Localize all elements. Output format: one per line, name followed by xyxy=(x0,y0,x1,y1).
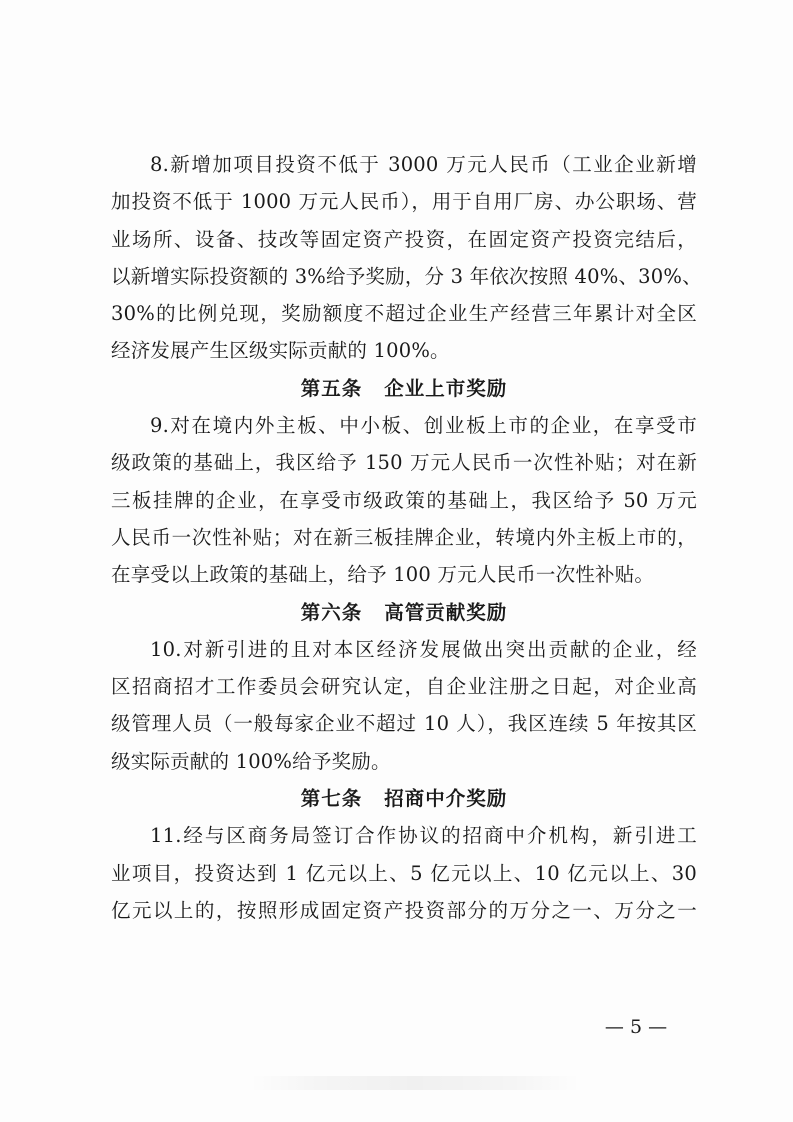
text-line: 30%的比例兑现，奖励额度不超过企业生产经营三年累计对全区 xyxy=(111,302,697,326)
paragraph-11 xyxy=(111,817,697,929)
paragraph-8 xyxy=(111,146,702,370)
article-6-heading xyxy=(111,594,697,631)
text-line: 级实际贡献的 100%给予奖励。 xyxy=(111,749,391,773)
text-line: 三板挂牌的企业，在享受市级政策的基础上，我区给予 50 万元 xyxy=(111,488,697,512)
text-line: 在享受以上政策的基础上，给予 100 万元人民币一次性补贴。 xyxy=(111,563,655,587)
article-7-heading xyxy=(111,780,697,817)
article-title: 高管贡献奖励 xyxy=(384,600,508,624)
text-line: 8.新增加项目投资不低于 3000 万元人民币（工业企业新增 xyxy=(150,153,697,176)
page-number: — 5 — xyxy=(604,1016,668,1038)
scan-artifact xyxy=(250,1076,580,1090)
text-line: 9.对在境内外主板、中小板、创业板上市的企业，在享受市 xyxy=(150,414,697,438)
text-line: 业场所、设备、技改等固定资产投资，在固定资产投资完结后， xyxy=(111,227,697,251)
text-line: 以新增实际投资额的 3%给予奖励，分 3 年依次按照 40%、30%、 xyxy=(111,264,702,288)
text-line: 10.对新引进的且对本区经济发展做出突出贡献的企业，经 xyxy=(150,637,697,661)
paragraph-10 xyxy=(111,631,697,780)
article-title: 企业上市奖励 xyxy=(384,376,508,400)
text-line: 亿元以上的，按照形成固定资产投资部分的万分之一、万分之一 xyxy=(111,898,697,922)
article-title: 招商中介奖励 xyxy=(384,787,508,811)
article-5-heading xyxy=(111,370,697,407)
text-line: 11.经与区商务局签订合作协议的招商中介机构，新引进工 xyxy=(150,824,697,848)
article-number: 第六条 xyxy=(300,600,363,624)
text-line: 区招商招才工作委员会研究认定，自企业注册之日起，对企业高 xyxy=(111,675,697,699)
text-line: 经济发展产生区级实际贡献的 100%。 xyxy=(111,339,450,363)
article-number: 第五条 xyxy=(300,376,363,400)
text-line: 加投资不低于 1000 万元人民币），用于自用厂房、办公职场、营 xyxy=(111,190,697,214)
article-number: 第七条 xyxy=(300,787,363,811)
text-line: 级政策的基础上，我区给予 150 万元人民币一次性补贴；对在新 xyxy=(111,451,697,475)
text-line: 人民币一次性补贴；对在新三板挂牌企业，转境内外主板上市的， xyxy=(111,525,697,549)
text-line: 级管理人员（一般每家企业不超过 10 人），我区连续 5 年按其区 xyxy=(111,712,697,736)
paragraph-9 xyxy=(111,407,697,593)
text-line: 业项目，投资达到 1 亿元以上、5 亿元以上、10 亿元以上、30 xyxy=(111,861,697,885)
document-body xyxy=(111,146,702,929)
